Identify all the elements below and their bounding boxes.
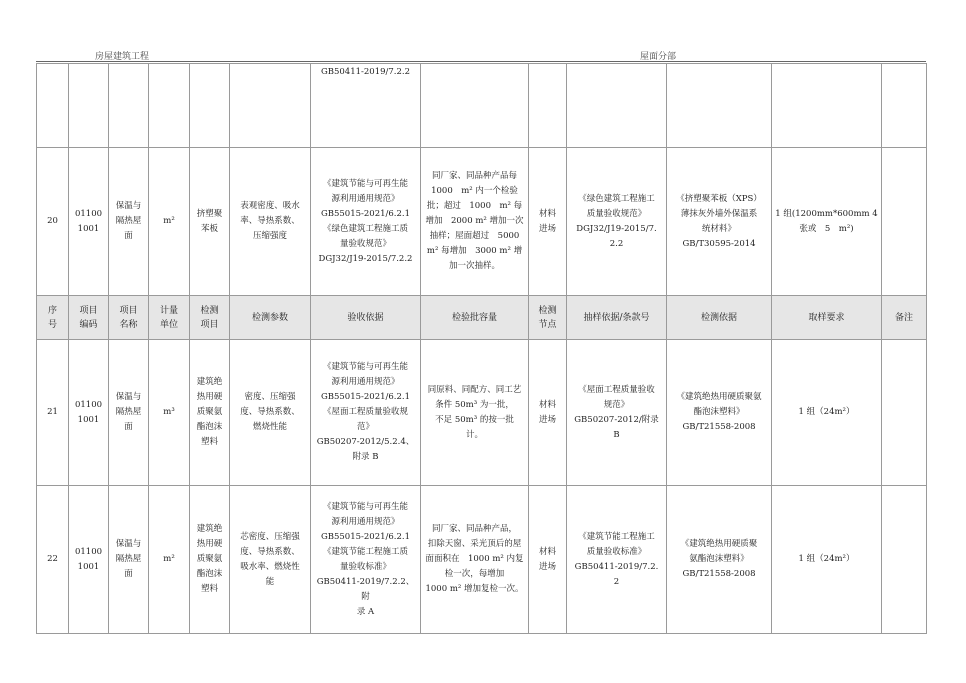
cell-method: 《挤塑聚苯板（XPS） 薄抹灰外墙外保温系 统材料》 GB/T30595-2014 (667, 148, 772, 296)
cell-unit: m³ (149, 340, 190, 486)
cell-remark (882, 340, 927, 486)
table-header-row (37, 296, 927, 340)
cell-remark (882, 148, 927, 296)
cell-code: 01100 1001 (69, 148, 109, 296)
column-header: 取样要求 (772, 296, 882, 340)
cell-capacity: 同厂家、同品种产品每 1000 m² 内一个检验 批；超过 1000 m² 每 增加 2000 m² 增加一次 抽样；屋面超过 5000 m² 每增加 3000 m² 增 加一次抽样。 (421, 148, 529, 296)
cell-method: 《建筑绝热用硬质聚 氨酯泡沫塑料》 GB/T21558-2008 (667, 486, 772, 634)
cell-name: 保温与 隔热屋 面 (109, 148, 149, 296)
cell-no: 20 (37, 148, 69, 296)
cell-unit: m² (149, 148, 190, 296)
table-row (37, 64, 927, 148)
cell-requirement: 1 组(1200mm*600mm 4 张或 5 m²) (772, 148, 882, 296)
cell-params: 密度、压缩强 度、导热系数、 燃烧性能 (230, 340, 311, 486)
cell-basis: 《建筑节能与可再生能 源利用通用规范》 GB55015-2021/6.2.1 《建筑节能工程施工质 量验收标准》 GB50411-2019/7.2.2、附 录 A (311, 486, 421, 634)
cell-requirement: 1 组（24m²） (772, 340, 882, 486)
cell-basis: 《建筑节能与可再生能 源利用通用规范》 GB55015-2021/6.2.1 《屋面工程质量验收规 范》 GB50207-2012/5.2.4、 附录 B (311, 340, 421, 486)
cell-method: 《建筑绝热用硬质聚氨 酯泡沫塑料》 GB/T21558-2008 (667, 340, 772, 486)
column-header: 检测 节点 (529, 296, 567, 340)
cell-basis: 《建筑节能与可再生能 源利用通用规范》 GB55015-2021/6.2.1 《绿色建筑工程施工质 量验收规范》 DGJ32/J19-2015/7.2.2 (311, 148, 421, 296)
cell-basis: GB50411-2019/7.2.2 (311, 64, 421, 148)
cell-item: 建筑绝 热用硬 质聚氨 酯泡沫 塑料 (190, 486, 230, 634)
column-header: 项目 编码 (69, 296, 109, 340)
column-header: 项目 名称 (109, 296, 149, 340)
cell-item: 建筑绝 热用硬 质聚氨 酯泡沫 塑料 (190, 340, 230, 486)
cell-sampling: 《屋面工程质量验收 规范》 GB50207-2012/附录 B (567, 340, 667, 486)
cell-name: 保温与 隔热屋 面 (109, 340, 149, 486)
column-header: 检测依据 (667, 296, 772, 340)
cell-node: 材料 进场 (529, 148, 567, 296)
cell-code: 01100 1001 (69, 486, 109, 634)
header-division: 屋面分部 (640, 52, 677, 62)
cell-capacity: 同厂家、同品种产品， 扣除天窗、采光顶后的屋 面面积在 1000 m² 内复 检一次，每增加 1000 m² 增加复检一次。 (421, 486, 529, 634)
cell-name: 保温与 隔热屋 面 (109, 486, 149, 634)
header-rule (36, 61, 926, 62)
cell-capacity: 同原料、同配方、同工艺 条件 50m³ 为一批， 不足 50m³ 的按一批 计。 (421, 340, 529, 486)
cell-node: 材料 进场 (529, 340, 567, 486)
cell-sampling: 《绿色建筑工程施工 质量验收规范》 DGJ32/J19-2015/7. 2.2 (567, 148, 667, 296)
cell-requirement: 1 组（24m²） (772, 486, 882, 634)
cell-params: 芯密度、压缩强 度、导热系数、 吸水率、燃烧性 能 (230, 486, 311, 634)
cell-code: 01100 1001 (69, 340, 109, 486)
cell-sampling: 《建筑节能工程施工 质量验收标准》 GB50411-2019/7.2. 2 (567, 486, 667, 634)
cell-remark (882, 486, 927, 634)
column-header: 序 号 (37, 296, 69, 340)
column-header: 计量 单位 (149, 296, 190, 340)
table-row (37, 148, 927, 296)
column-header: 检测 项目 (190, 296, 230, 340)
column-header: 检测参数 (230, 296, 311, 340)
table-row (37, 486, 927, 634)
column-header: 验收依据 (311, 296, 421, 340)
cell-node: 材料 进场 (529, 486, 567, 634)
column-header: 抽样依据/条款号 (567, 296, 667, 340)
cell-unit: m² (149, 486, 190, 634)
cell-params: 表观密度、吸水 率、导热系数、 压缩强度 (230, 148, 311, 296)
cell-no: 22 (37, 486, 69, 634)
table-row (37, 340, 927, 486)
inspection-table (36, 63, 927, 634)
column-header: 检验批容量 (421, 296, 529, 340)
column-header: 备注 (882, 296, 927, 340)
cell-item: 挤塑聚 苯板 (190, 148, 230, 296)
header-project-type: 房屋建筑工程 (95, 52, 150, 62)
cell-no: 21 (37, 340, 69, 486)
